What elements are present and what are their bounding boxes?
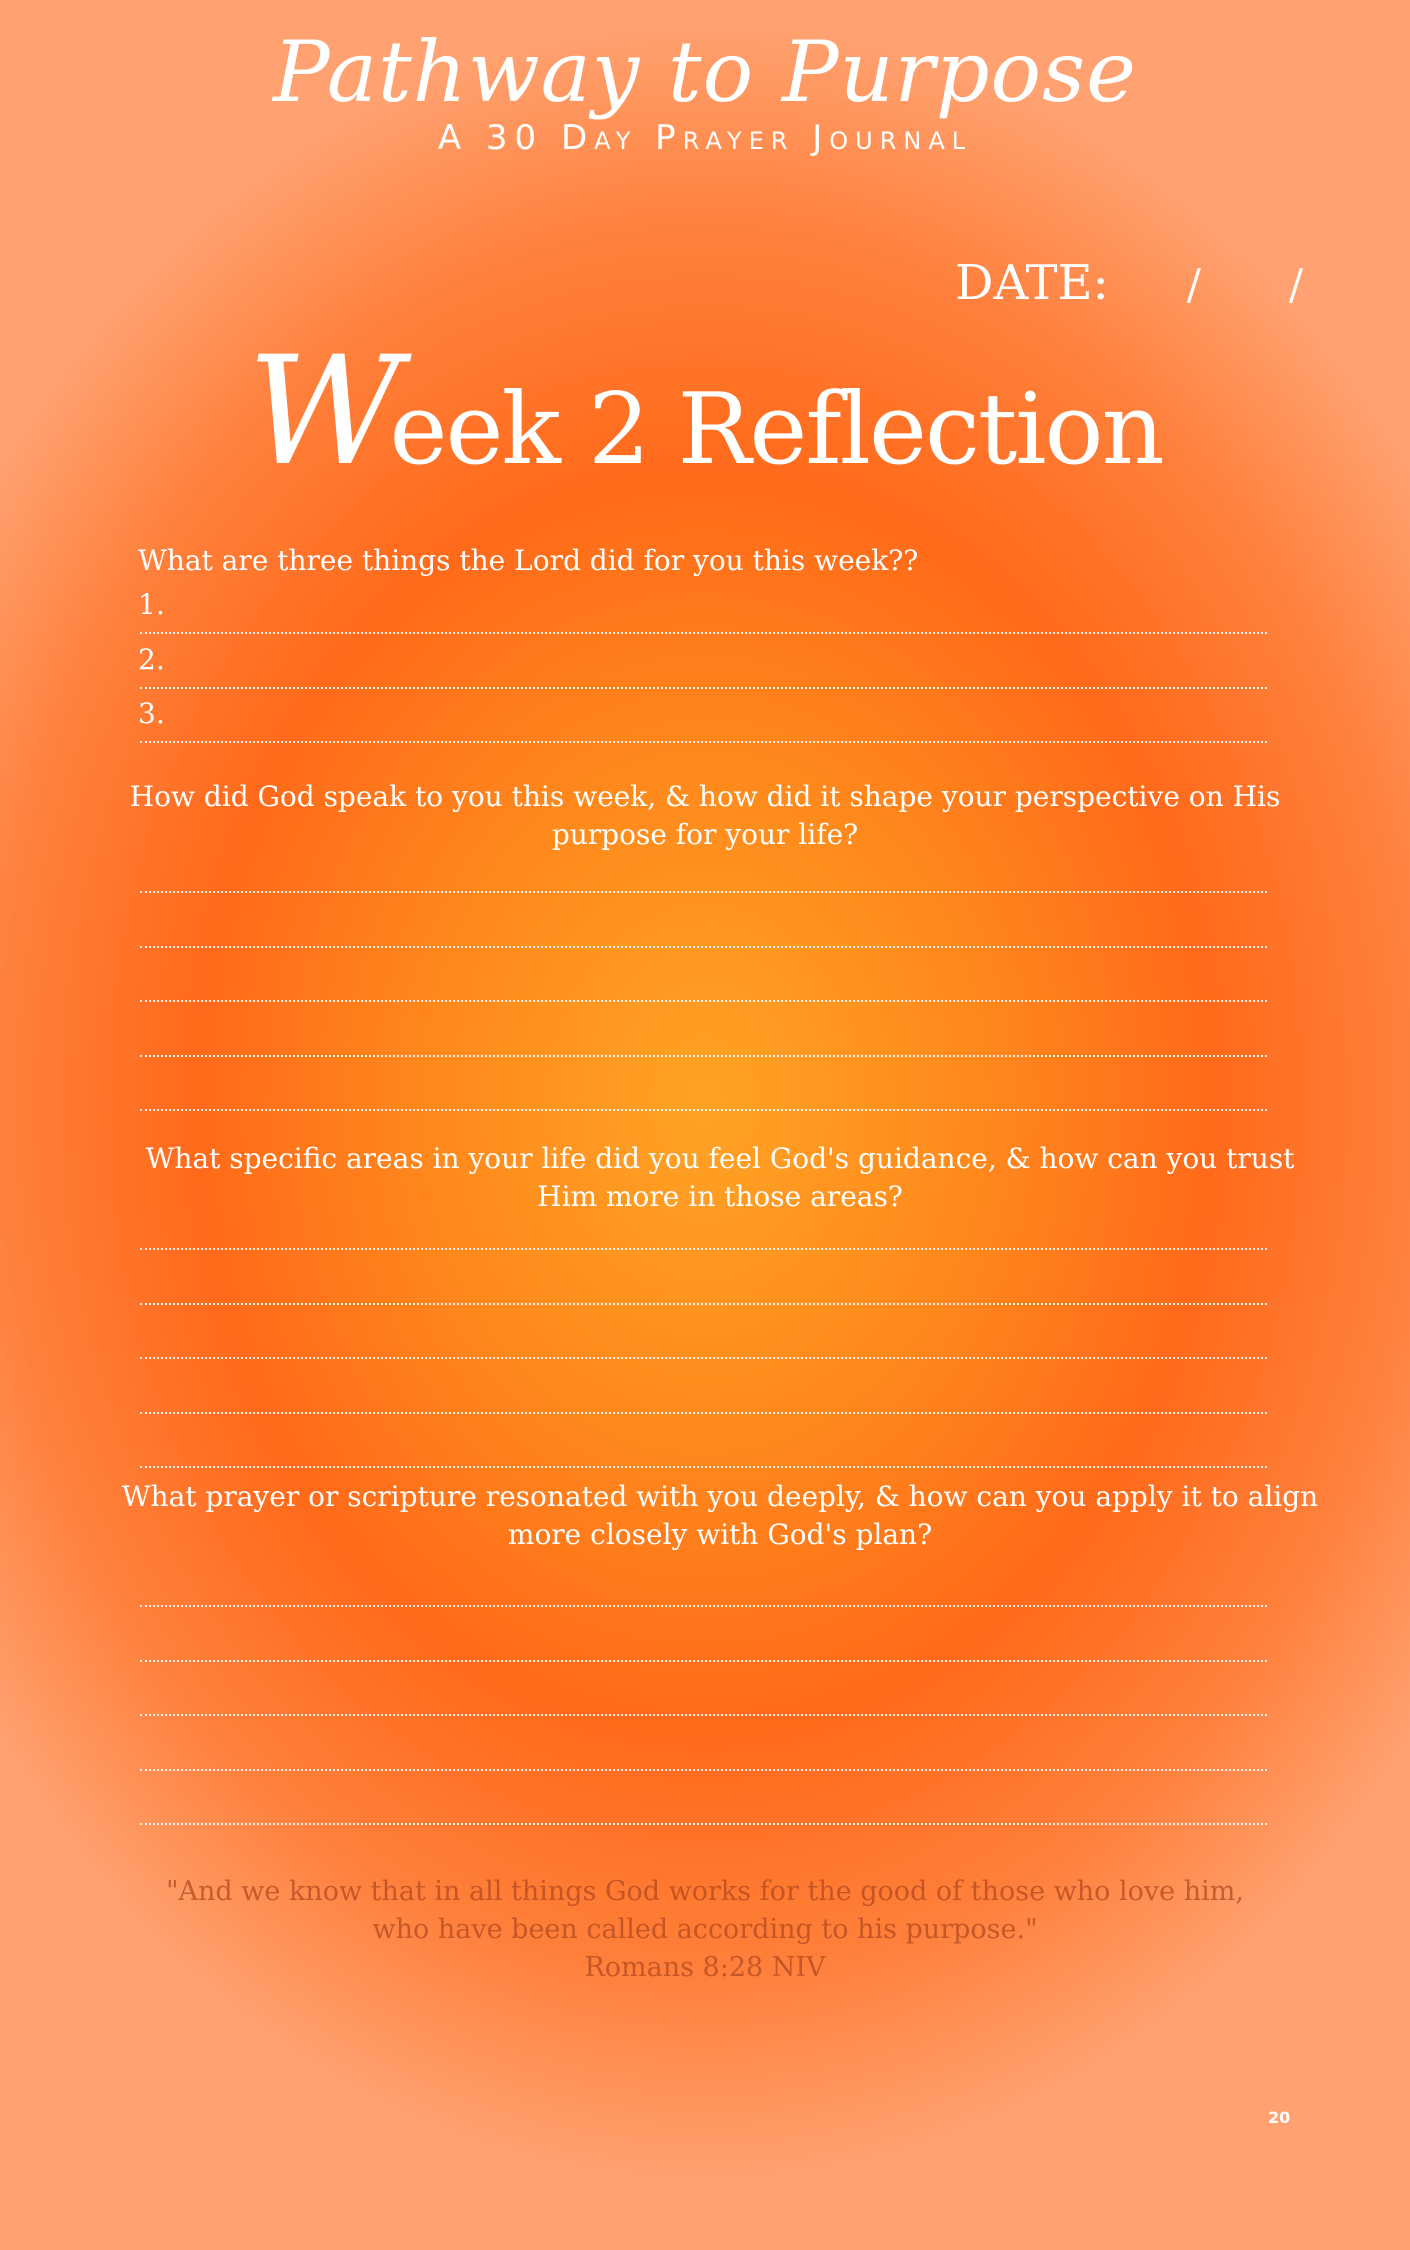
page-number: 20 <box>1268 2108 1291 2127</box>
journal-title: Pathway to Purpose <box>273 23 1137 121</box>
scripture-quote <box>0 1873 1410 1987</box>
date-slash-1: / <box>1186 260 1201 309</box>
answer-line[interactable] <box>140 1055 1267 1057</box>
date-label: DATE: <box>955 255 1109 311</box>
question-3: What specific areas in your life did you feel God's guidance, & how can you trust Him more in those areas? <box>145 1142 1295 1213</box>
date-slash-2: / <box>1288 260 1304 309</box>
journal-header <box>0 23 1410 158</box>
answer-line[interactable] <box>140 1466 1267 1468</box>
answer-line[interactable] <box>140 1769 1267 1771</box>
list-number-2: 2. <box>138 643 165 676</box>
question-1: What are three things the Lord did for you this week?? <box>138 544 919 577</box>
answer-line[interactable] <box>140 1412 1267 1414</box>
answer-line[interactable] <box>140 687 1267 689</box>
list-number-3: 3. <box>138 697 165 730</box>
answer-line[interactable] <box>140 741 1267 743</box>
answer-line[interactable] <box>140 891 1267 893</box>
answer-line[interactable] <box>140 1000 1267 1002</box>
page-title <box>0 325 1410 499</box>
quote-line-1: "And we know that in all things God works for the good of those who love him, <box>166 1876 1244 1907</box>
question-4: What prayer or scripture resonated with you deeply, & how can you apply it to align more closely with God's plan? <box>121 1480 1319 1551</box>
answer-line[interactable] <box>140 1823 1267 1825</box>
journal-subtitle: A 30 Day Prayer Journal <box>437 118 973 158</box>
title-rest: eek 2 Reflection <box>389 373 1163 487</box>
answer-line[interactable] <box>140 1660 1267 1662</box>
title-initial: W <box>247 325 400 499</box>
answer-line[interactable] <box>140 946 1267 948</box>
date-row <box>955 255 1303 311</box>
answer-line[interactable] <box>140 1303 1267 1305</box>
answer-line[interactable] <box>140 1605 1267 1607</box>
answer-line[interactable] <box>140 1109 1267 1111</box>
list-number-1: 1. <box>138 588 165 621</box>
quote-reference: Romans 8:28 NIV <box>584 1952 826 1983</box>
question-2: How did God speak to you this week, & how did it shape your perspective on His purpose for your life? <box>129 780 1281 851</box>
answer-line[interactable] <box>140 1248 1267 1250</box>
answer-line[interactable] <box>140 1714 1267 1716</box>
quote-line-2: who have been called according to his purpose." <box>372 1914 1038 1945</box>
answer-line[interactable] <box>140 1357 1267 1359</box>
answer-line[interactable] <box>140 632 1267 634</box>
